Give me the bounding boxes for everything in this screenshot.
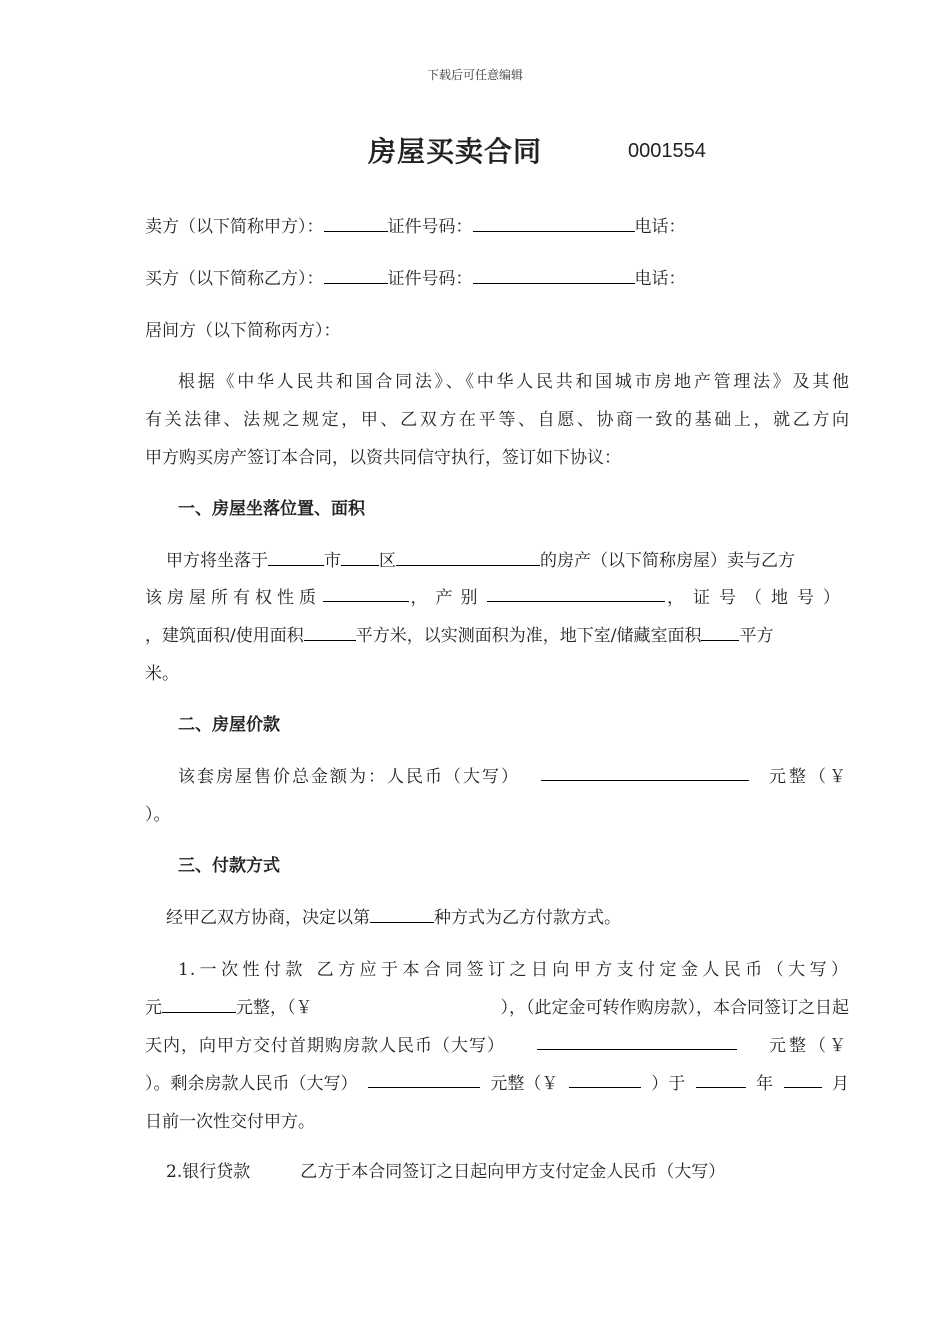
s2-text-a: 该套房屋售价总金额为：人民币（大写） <box>178 767 520 787</box>
seller-name-blank <box>324 213 388 232</box>
s2-line-2: ）。 <box>145 805 171 825</box>
s3-p2-text-b: 乙方于本合同签订之日起向甲方支付定金人民币（大写） <box>300 1162 726 1182</box>
payment-method-blank <box>370 904 434 923</box>
seller-line <box>145 212 686 237</box>
seller-id-blank <box>473 213 635 232</box>
s1-line-3 <box>145 621 773 646</box>
s3-p1-text-k: 月 <box>832 1074 849 1094</box>
s3-text-b: 种方式为乙方付款方式。 <box>434 908 621 928</box>
s3-p1-text-b: 元 <box>145 998 162 1018</box>
s1-text-e: 该房屋所有权性质 <box>145 588 321 608</box>
s1-text-h: ，建筑面积/使用面积 <box>145 626 304 646</box>
s2-text-b: 元整（￥ <box>769 767 849 787</box>
price-words-blank <box>541 762 749 781</box>
buyer-label: 买方（以下简称乙方）： <box>145 269 324 289</box>
s1-text-f: ，产别 <box>410 588 486 608</box>
s1-line-2 <box>145 583 849 608</box>
buyer-id-blank <box>473 265 635 284</box>
first-payment-blank <box>537 1031 737 1050</box>
preamble-line-1: 根据《中华人民共和国合同法》、《中华人民共和国城市房地产管理法》及其他 <box>178 372 849 392</box>
intermediary-line: 居间方（以下简称丙方）： <box>145 321 341 341</box>
s3-line-1 <box>166 903 621 928</box>
s3-p1-line-1: 1.一次性付款 乙方应于本合同签订之日向甲方支付定金人民币（大写） <box>178 960 849 980</box>
deposit-blank <box>162 994 236 1013</box>
preamble-line-2: 有关法律、法规之规定，甲、乙双方在平等、自愿、协商一致的基础上，就乙方向 <box>145 410 849 430</box>
s1-text-d: 的房产（以下简称房屋）卖与乙方 <box>540 551 795 571</box>
s3-p1-text-e: 天内，向甲方交付首期购房款人民币（大写） <box>145 1036 505 1056</box>
s3-text-a: 经甲乙双方协商，决定以第 <box>166 908 370 928</box>
s1-text-b: 市 <box>324 551 341 571</box>
s1-text-g: ，证号（地号） <box>667 588 849 608</box>
area-blank <box>304 622 356 641</box>
s3-p1-text-j: 年 <box>756 1074 774 1094</box>
buyer-line <box>145 264 686 289</box>
category-blank <box>487 583 665 602</box>
buyer-name-blank <box>324 265 388 284</box>
s3-p1-line-2 <box>145 993 849 1018</box>
s3-p1-text-i: ）于 <box>651 1074 686 1094</box>
section-2-heading: 二、房屋价款 <box>178 715 280 735</box>
preamble-line-3: 甲方购买房产签订本合同，以资共同信守执行，签订如下协议： <box>145 448 621 468</box>
s1-line-4: 米。 <box>145 664 179 684</box>
ownership-blank <box>323 583 409 602</box>
year-blank <box>696 1069 746 1088</box>
s3-p1-text-h: 元整（￥ <box>490 1074 559 1094</box>
s3-p1-text-d: ），（此定金可转作购房款），本合同签订之日起 <box>500 998 849 1018</box>
basement-area-blank <box>701 622 739 641</box>
balance-words-blank <box>368 1069 480 1088</box>
s1-line-1 <box>166 546 795 571</box>
document-title: 房屋买卖合同 <box>368 135 543 168</box>
seller-phone-label: 电话： <box>634 217 686 237</box>
s1-text-i: 平方米，以实测面积为准，地下室/储藏室面积 <box>355 626 702 646</box>
month-blank <box>784 1069 822 1088</box>
s3-p1-text-f: 元整（￥ <box>769 1036 849 1056</box>
city-blank <box>268 547 324 566</box>
s3-p2-text-a: 2.银行贷款 <box>166 1162 251 1182</box>
buyer-phone-label: 电话： <box>634 269 686 289</box>
page-header-note: 下载后可任意编辑 <box>426 68 523 82</box>
balance-amount-blank <box>569 1069 641 1088</box>
buyer-id-label: 证件号码： <box>387 269 473 289</box>
district-blank <box>341 547 379 566</box>
s1-text-j: 平方 <box>739 626 774 646</box>
seller-label: 卖方（以下简称甲方）： <box>145 217 324 237</box>
s2-line-1 <box>178 762 849 787</box>
address-blank <box>396 547 540 566</box>
s3-p1-text-g: ）。剩余房款人民币（大写） <box>145 1074 358 1094</box>
s3-p1-line-5: 日前一次性交付甲方。 <box>145 1112 315 1132</box>
s3-p1-line-3 <box>145 1031 849 1056</box>
s3-p1-line-4 <box>145 1069 849 1094</box>
s3-p1-text-c: 元整，（￥ <box>236 998 313 1018</box>
document-code: 0001554 <box>628 140 706 162</box>
s3-p2-line-1 <box>166 1157 725 1182</box>
section-3-heading: 三、付款方式 <box>178 856 280 876</box>
s1-text-c: 区 <box>379 551 396 571</box>
seller-id-label: 证件号码： <box>387 217 473 237</box>
s1-text-a: 甲方将坐落于 <box>166 551 268 571</box>
section-1-heading: 一、房屋坐落位置、面积 <box>178 499 365 519</box>
